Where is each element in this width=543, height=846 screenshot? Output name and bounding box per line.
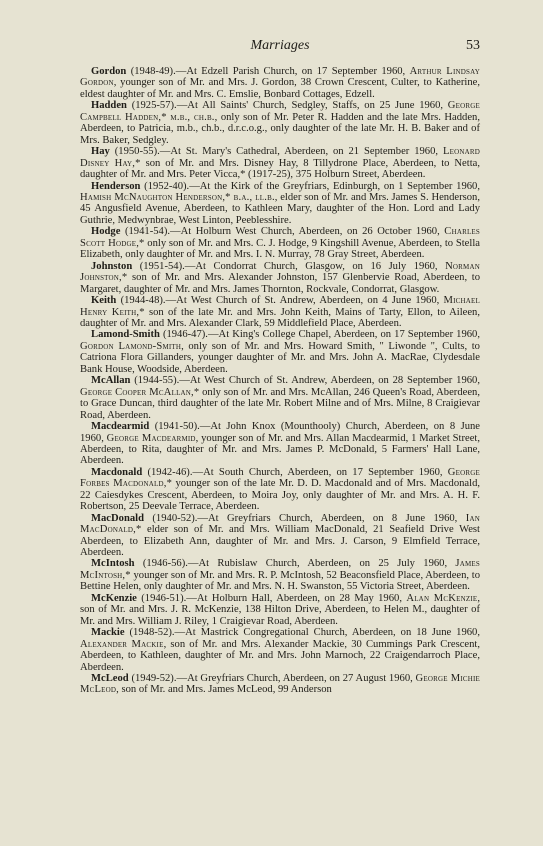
- marriage-entries: [80, 66, 480, 696]
- entry-surname: Hadden: [91, 100, 127, 112]
- entry-person: Michael Henry Keith,*: [80, 295, 480, 318]
- entry-text-post: , son of Mr. and Mrs. Alexander Mackie, 30 Cummings Park Crescent, Aberdeen, to Kathleen, daughter of Mr. and Mrs. John Marnoch, 22 Craigendarroch Place, Aberdeen.: [80, 638, 480, 673]
- marriage-entry: [80, 329, 480, 375]
- marriage-entry: [80, 261, 480, 295]
- marriage-entry: [80, 100, 480, 146]
- entry-text-pre: —At Holburn West Church, Aberdeen, on 26 October 1960,: [170, 226, 445, 238]
- entry-text-post: , only son of Mr. and Mrs. Howard Smith, " Liwonde ", Cults, to Catriona Flora Gillanders, younger daughter of Mr. and Mrs. John A. MacRae, Clydesdale Bank House, Woodside, Aberdeen.: [80, 340, 480, 375]
- entry-text-pre: —At Condorrat Church, Glasgow, on 16 July 1960,: [184, 260, 446, 272]
- marriage-entry: [80, 467, 480, 513]
- entry-text-post: son of Mr. and Mrs. Alexander Johnston, 157 Glenbervie Road, Aberdeen, to Margaret, daughter of Mr. and Mrs. James Thornton, Rockvale, Condorrat, Glasgow.: [80, 272, 480, 295]
- entry-years: (1946-47).: [162, 329, 208, 341]
- entry-years: (1940-52).: [152, 512, 198, 524]
- entry-text-post: , younger son of Mr. and Mrs. Allan Macdearmid, 1 Market Street, Aberdeen, to Rita, daughter of Mr. and Mrs. James P. McDonald, 5 Farmers' Hall Lane, Aberdeen.: [80, 432, 480, 467]
- page-number: 53: [466, 38, 480, 53]
- entry-text-post: , only son of Mr. Peter R. Hadden and the late Mrs. Hadden, Aberdeen, to Patricia, m.b., ch.b., d.r.c.o.g., only daughter of the late Mr. H. B. Baker and of Mrs. Baker, Sedgley.: [80, 111, 480, 146]
- entry-years: (1948-49).: [130, 66, 176, 77]
- marriage-entry: [80, 627, 480, 673]
- entry-years: (1952-40).: [144, 180, 190, 192]
- entry-text-pre: —At Greyfriars Church, Aberdeen, on 8 June 1960,: [197, 512, 466, 524]
- entry-text-pre: —At Edzell Parish Church, on 17 September 1960,: [175, 66, 410, 77]
- entry-person: Arthur Lindsay Gordon: [80, 66, 480, 89]
- marriage-entry: [80, 673, 480, 696]
- entry-text-post: only son of Mr. and Mrs. McAllan, 246 Queen's Road, Aberdeen, to Grace Duncan, third daughter of the late Mr. Robert Milne and of Mrs. Milne, 8 Craigievar Road, Aberdeen.: [80, 386, 480, 421]
- entry-surname: McLeod: [91, 673, 129, 685]
- entry-surname: McKenzie: [91, 592, 137, 604]
- entry-text-post: , son of Mr. and Mrs. James McLeod, 99 Anderson: [116, 684, 332, 696]
- entry-text-post: son of the late Mr. and Mrs. John Keith, Mains of Tarty, Ellon, to Aileen, daughter of Mr. and Mrs. Alexander Clark, 59 Middlefield Place, Aberdeen.: [80, 306, 480, 329]
- entry-surname: Hay: [91, 146, 110, 158]
- marriage-entry: [80, 558, 480, 592]
- entry-person: Alexander Mackie: [80, 638, 164, 650]
- entry-text-pre: —At Holburn Hall, Aberdeen, on 28 May 1960,: [186, 592, 407, 604]
- marriage-entry: [80, 513, 480, 559]
- entry-person: Charles Scott Hodge,*: [80, 226, 480, 249]
- entry-surname: MacDonald: [91, 512, 144, 524]
- entry-text-pre: —At All Saints' Church, Sedgley, Staffs, on 25 June 1960,: [176, 100, 448, 112]
- entry-text-pre: —At Rubislaw Church, Aberdeen, on 25 July 1960,: [187, 558, 456, 570]
- entry-person: Leonard Disney Hay,*: [80, 146, 480, 169]
- marriage-entry: [80, 295, 480, 329]
- entry-text-post: younger son of Mr. and Mrs. R. P. McIntosh, 52 Beaconsfield Place, Aberdeen, to Bettine Helen, only daughter of Mr. and Mrs. N. H. Swanston, 55 Victoria Street, Aberdeen.: [80, 569, 480, 593]
- marriage-entry: [80, 66, 480, 100]
- entry-surname: Keith: [91, 295, 117, 307]
- entry-years: (1946-51).: [141, 592, 187, 604]
- marriage-entry: [80, 421, 480, 467]
- entry-person: Alan McKenzie: [406, 592, 478, 604]
- entry-years: (1942-46).: [147, 466, 193, 478]
- entry-person: Hamish McNaughton Henderson,* b.a., ll.b.: [80, 191, 275, 203]
- entry-surname: McAllan: [91, 375, 131, 387]
- entry-years: (1948-52).: [129, 627, 175, 639]
- entry-years: (1941-50).: [154, 421, 200, 433]
- entry-text-pre: —At West Church of St. Andrew, Aberdeen, on 4 June 1960,: [165, 295, 444, 307]
- marriage-entry: [80, 226, 480, 260]
- entry-years: (1949-52).: [131, 673, 177, 685]
- entry-person: Gordon Lamond-Smith: [80, 340, 182, 352]
- marriage-entry: [80, 181, 480, 227]
- entry-surname: Lamond-Smith: [91, 329, 160, 341]
- entry-surname: Hodge: [91, 226, 121, 238]
- entry-years: (1950-55).: [114, 146, 160, 158]
- entry-surname: Macdonald: [91, 466, 143, 478]
- entry-surname: Macdearmid: [91, 421, 150, 433]
- entry-text-post: elder son of Mr. and Mrs. William MacDonald, 21 Seafield Drive West Aberdeen, to Elizabeth Ann, daughter of Mr. and Mrs. J. Carson, 9 Elmfield Terrace, Aberdeen.: [80, 524, 480, 559]
- entry-surname: Johnston: [91, 260, 133, 272]
- marriage-entry: [80, 146, 480, 180]
- entry-text-pre: —At South Church, Aberdeen, on 17 September 1960,: [192, 466, 448, 478]
- entry-person: George Cooper McAllan,*: [80, 386, 200, 398]
- page-header: [80, 38, 480, 56]
- entry-text-post: , elder son of Mr. and Mrs. James S. Henderson, 45 Angusfield Avenue, Aberdeen, to Kathleen Mary, daughter of the Hon. Lord and Lady Guthrie, Medwynbrae, West Linton, Peeblesshire.: [80, 191, 480, 226]
- entry-surname: McIntosh: [91, 558, 135, 570]
- entry-surname: Mackie: [91, 627, 125, 639]
- entry-text-pre: —At St. Mary's Cathedral, Aberdeen, on 21 September 1960,: [159, 146, 443, 158]
- entry-text-post: son of Mr. and Mrs. Disney Hay, 8 Tillydrone Place, Aberdeen, to Netta, daughter of Mr. and Mrs. Peter Vicca,* (1917-25), 375 Holburn Street, Aberdeen.: [80, 157, 480, 181]
- entry-years: (1944-55).: [134, 375, 180, 387]
- marriage-entry: [80, 375, 480, 421]
- entry-person: Ian MacDonald,*: [80, 512, 481, 536]
- entry-years: (1941-54).: [124, 226, 170, 238]
- entry-person: George Michie McLeod: [80, 673, 480, 696]
- entry-text-post: younger son of the late Mr. D. D. Macdonald and of Mrs. Macdonald, 22 Caiesdykes Crescent, Aberdeen, to Moira Joy, only daughter of Mr. and Mrs. A. H. F. Robertson, 25 Deevale Terrace, Aberdeen.: [80, 478, 481, 513]
- entry-text-pre: —At John Knox (Mounthooly) Church, Aberdeen, on 8 June 1960,: [80, 421, 480, 444]
- entry-years: (1925-57).: [131, 100, 177, 112]
- entry-person: George Campbell Hadden,* m.b., ch.b.: [80, 100, 480, 123]
- entry-years: (1951-54).: [139, 260, 185, 272]
- entry-text-pre: —At Mastrick Congregational Church, Aberdeen, on 18 June 1960,: [174, 627, 481, 639]
- entry-years: (1944-48).: [120, 295, 166, 307]
- entry-text-post: only son of Mr. and Mrs. C. J. Hodge, 9 Kingshill Avenue, Aberdeen, to Stella Elizabeth, only daughter of Mr. and Mrs. I. N. Murray, 78 Gray Street, Aberdeen.: [80, 237, 480, 261]
- entry-surname: Henderson: [91, 180, 141, 192]
- entry-years: (1946-56).: [142, 558, 188, 570]
- marriage-entry: [80, 593, 480, 627]
- entry-text-post: , younger son of Mr. and Mrs. J. Gordon, 38 Crown Crescent, Culter, to Katherine, eldest daughter of Mr. and Mrs. C. Emslie, Bonbard Cottages, Edzell.: [80, 77, 480, 100]
- entry-person: James McIntosh,*: [80, 558, 480, 581]
- entry-text-pre: —At Greyfriars Church, Aberdeen, on 27 August 1960,: [176, 673, 416, 685]
- entry-text-pre: —At King's College Chapel, Aberdeen, on 17 September 1960,: [207, 329, 480, 341]
- entry-text-post: , son of Mr. and Mrs. J. R. McKenzie, 138 Hilton Drive, Aberdeen, to Helen M., daughter of Mr. and Mrs. William J. Riley, 1 Craigievar Road, Aberdeen.: [80, 592, 480, 627]
- entry-text-pre: —At West Church of St. Andrew, Aberdeen, on 28 September 1960,: [179, 375, 480, 387]
- entry-person: George Macdearmid: [106, 432, 196, 444]
- entry-person: George Forbes Macdonald,*: [80, 466, 480, 490]
- entry-text-pre: —At the Kirk of the Greyfriars, Edinburgh, on 1 September 1960,: [189, 180, 480, 192]
- running-head: Marriages: [250, 38, 310, 53]
- entry-person: Norman Johnston,*: [80, 260, 480, 284]
- entry-surname: Gordon: [91, 66, 127, 77]
